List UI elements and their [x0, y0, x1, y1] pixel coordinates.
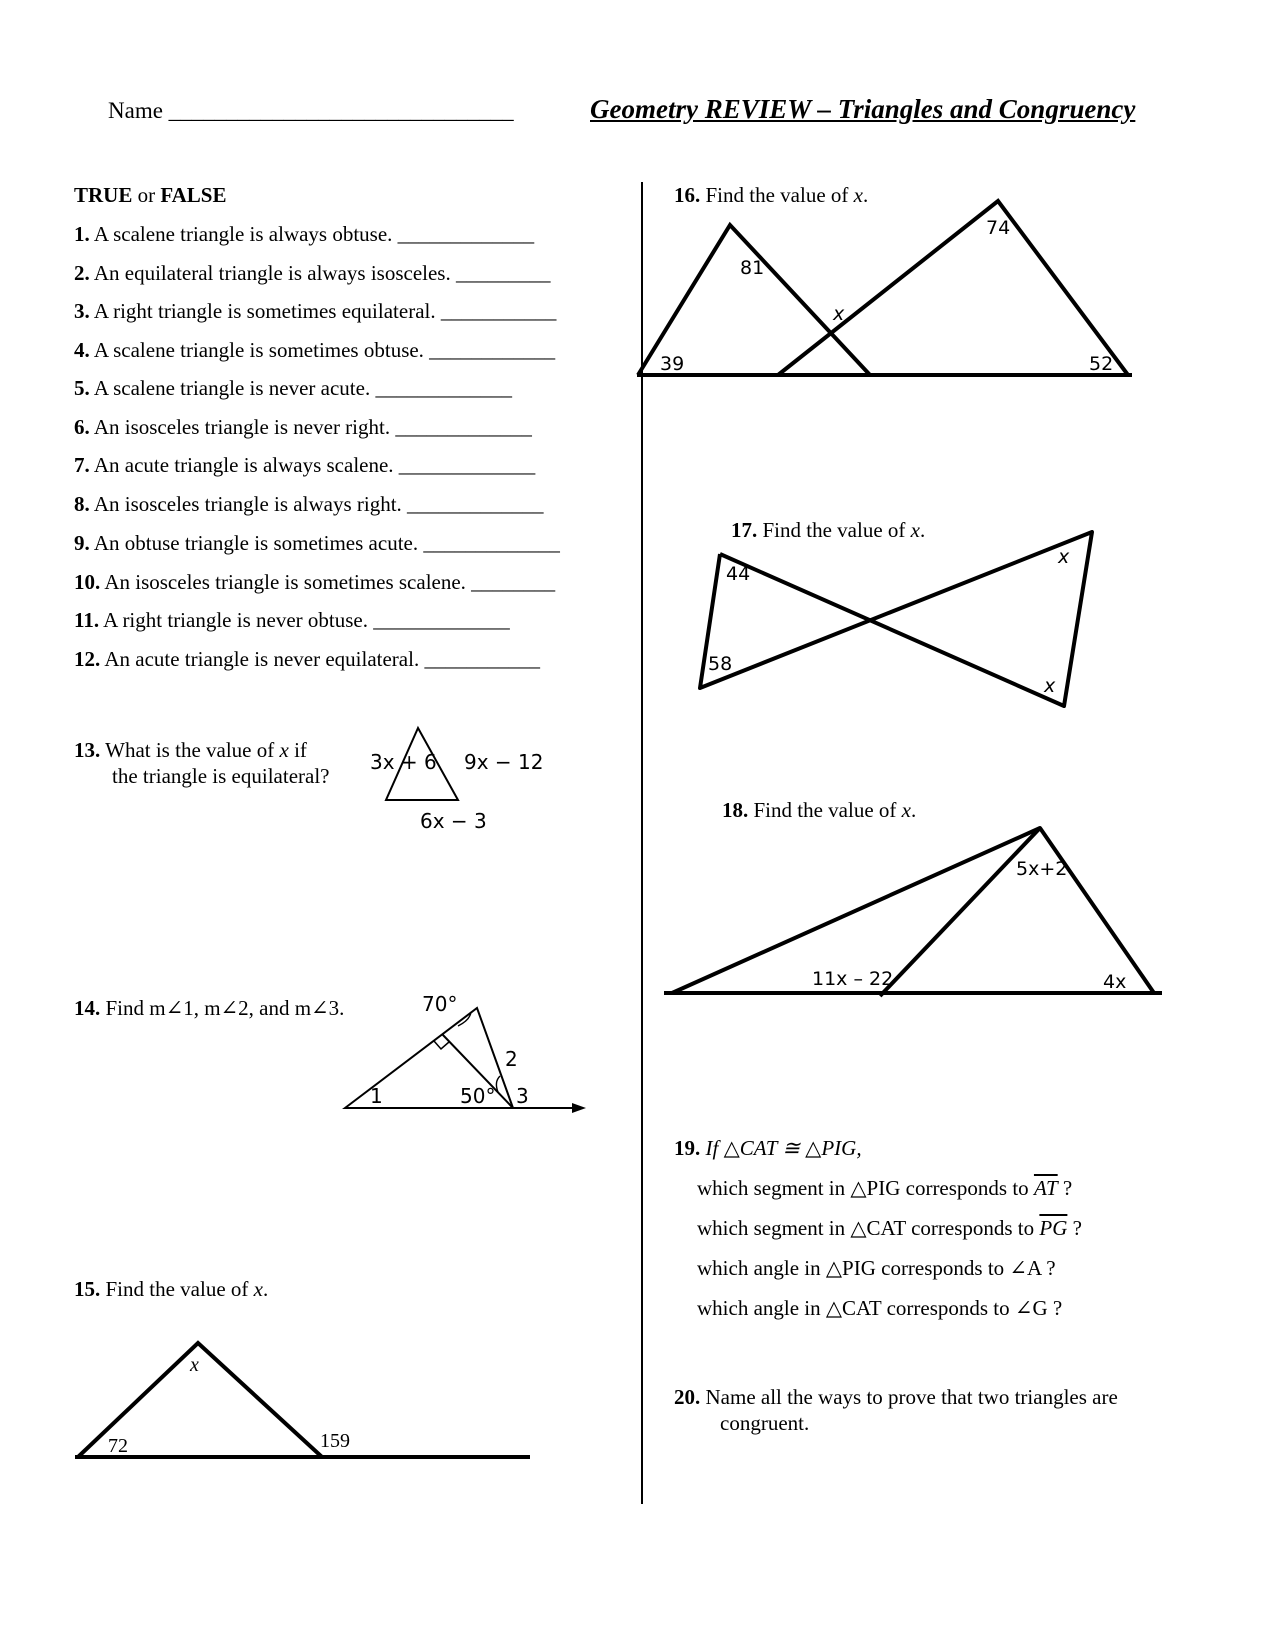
question-number: 20.	[674, 1385, 701, 1409]
q13-label-left: 3x + 6	[370, 750, 437, 774]
tf-item	[74, 415, 532, 440]
item-text: A right triangle is sometimes equilateral. ___________	[89, 299, 557, 323]
q13-line1	[74, 738, 307, 763]
tf-item	[74, 453, 535, 478]
q15-question	[74, 1277, 268, 1302]
q13-text-b: if	[288, 738, 307, 762]
q18-figure	[660, 820, 1170, 1005]
item-text: A scalene triangle is sometimes obtuse. ____________	[89, 338, 556, 362]
q14-question	[74, 996, 344, 1021]
q16-var: x	[853, 183, 863, 207]
q16-label-x: x	[833, 303, 845, 325]
item-text: An isosceles triangle is always right. _____________	[89, 492, 544, 516]
tf-item	[74, 608, 510, 633]
item-number: 3.	[74, 299, 90, 323]
q16-label-74: 74	[986, 217, 1011, 239]
tf-item	[74, 261, 550, 286]
tf-item	[74, 492, 544, 517]
tf-heading-or: or	[132, 183, 161, 207]
page-title: Geometry REVIEW – Triangles and Congruency	[590, 94, 1136, 124]
arrowhead-icon	[572, 1103, 586, 1113]
q17-label-58: 58	[708, 653, 733, 675]
item-text: An isosceles triangle is sometimes scalene. ________	[100, 570, 556, 594]
q17-label-x-top: x	[1058, 546, 1070, 568]
q17-end: .	[919, 518, 926, 542]
q19-line1-text: which segment in △PIG corresponds to	[697, 1176, 1034, 1200]
question-number: 14.	[74, 996, 101, 1020]
question-number: 16.	[674, 183, 701, 207]
q18-end: .	[910, 798, 917, 822]
q13-label-bottom: 6x − 3	[420, 809, 487, 833]
item-number: 6.	[74, 415, 90, 439]
q15-text: Find the value of	[100, 1277, 254, 1301]
q18-cevian	[880, 828, 1040, 996]
question-number: 18.	[722, 798, 749, 822]
q19-line2-end: ?	[1067, 1216, 1082, 1240]
tf-item	[74, 376, 512, 401]
item-number: 9.	[74, 531, 90, 555]
q14-label-70: 70°	[422, 992, 458, 1016]
q19-intro-text: If △CAT ≅ △PIG,	[700, 1136, 862, 1160]
item-number: 11.	[74, 608, 100, 632]
item-text: A scalene triangle is never acute. _____________	[89, 376, 512, 400]
q18-label-top: 5x+2	[1016, 858, 1068, 880]
tf-item	[74, 531, 560, 556]
item-number: 10.	[74, 570, 101, 594]
tf-item	[74, 299, 556, 324]
q15-var: x	[253, 1277, 263, 1301]
q17-text: Find the value of	[757, 518, 911, 542]
item-number: 5.	[74, 376, 90, 400]
question-number: 17.	[731, 518, 758, 542]
q18-text: Find the value of	[748, 798, 902, 822]
q16-label-39: 39	[660, 353, 685, 375]
q14-label-50: 50°	[460, 1084, 496, 1108]
q13-line2: the triangle is equilateral?	[112, 764, 330, 788]
item-number: 7.	[74, 453, 90, 477]
q17-var: x	[910, 518, 920, 542]
q15-triangle-figure	[70, 1325, 540, 1465]
item-number: 1.	[74, 222, 90, 246]
q15-label-x: x	[190, 1354, 199, 1376]
q19-line4: which angle in △CAT corresponds to ∠G ?	[697, 1296, 1063, 1320]
item-number: 4.	[74, 338, 90, 362]
q18-var: x	[901, 798, 911, 822]
item-text: A right triangle is never obtuse. _____________	[99, 608, 510, 632]
q14-label-3: 3	[516, 1084, 529, 1108]
tf-heading-false: FALSE	[160, 183, 227, 207]
q15-end: .	[262, 1277, 269, 1301]
q16-right-triangle	[778, 201, 1128, 375]
tf-item	[74, 570, 555, 595]
question-number: 13.	[74, 738, 101, 762]
q19-line1	[697, 1176, 1072, 1201]
q16-end: .	[862, 183, 869, 207]
q19-intro	[674, 1136, 862, 1161]
item-number: 8.	[74, 492, 90, 516]
q20-text: Name all the ways to prove that two triangles are	[700, 1385, 1118, 1409]
q14-label-2: 2	[505, 1047, 518, 1071]
q19-line1-end: ?	[1057, 1176, 1073, 1200]
q16-figure	[634, 190, 1154, 390]
item-number: 12.	[74, 647, 101, 671]
name-field[interactable]: Name ______________________________	[108, 98, 514, 123]
q13-label-right: 9x − 12	[464, 750, 544, 774]
q13-var: x	[279, 738, 289, 762]
q17-label-x-bottom: x	[1044, 675, 1056, 697]
q18-label-mid: 11x – 22	[812, 968, 894, 990]
q15-label-72: 72	[108, 1435, 128, 1457]
q20-line1	[674, 1385, 1118, 1410]
q14-triangle-figure	[340, 990, 590, 1120]
item-number: 2.	[74, 261, 90, 285]
q16-text: Find the value of	[700, 183, 854, 207]
item-text: An obtuse triangle is sometimes acute. _____________	[89, 531, 560, 555]
q14-arc-2	[496, 1076, 500, 1092]
right-angle-mark	[434, 1041, 449, 1049]
q16-label-81: 81	[740, 257, 765, 279]
q19-line3: which angle in △PIG corresponds to ∠A ?	[697, 1256, 1056, 1280]
q19-line2	[697, 1216, 1082, 1241]
q19-line2-text: which segment in △CAT corresponds to	[697, 1216, 1040, 1240]
item-text: An equilateral triangle is always isosceles. _________	[89, 261, 551, 285]
q18-label-right: 4x	[1103, 971, 1127, 993]
q19-segment-at: $\overline{AT}$	[1033, 1176, 1058, 1200]
tf-heading-true: TRUE	[74, 183, 133, 207]
tf-item	[74, 647, 540, 672]
q17-label-44: 44	[726, 563, 751, 585]
item-text: An acute triangle is never equilateral. ___________	[100, 647, 540, 671]
tf-item	[74, 222, 534, 247]
q15-label-159: 159	[320, 1430, 350, 1452]
question-number: 19.	[674, 1136, 701, 1160]
q13-triangle-figure	[370, 725, 580, 840]
q18-triangle	[672, 828, 1154, 993]
q14-text: Find m∠1, m∠2, and m∠3.	[100, 996, 345, 1020]
item-text: A scalene triangle is always obtuse. _____________	[89, 222, 535, 246]
q13-text: What is the value of	[100, 738, 280, 762]
q17-bowtie	[700, 532, 1092, 706]
tf-item	[74, 338, 555, 363]
q16-label-52: 52	[1089, 353, 1114, 375]
q14-label-1: 1	[370, 1084, 383, 1108]
item-text: An isosceles triangle is never right. _____________	[89, 415, 532, 439]
question-number: 15.	[74, 1277, 101, 1301]
tf-heading	[74, 183, 227, 208]
item-text: An acute triangle is always scalene. _____________	[89, 453, 536, 477]
q19-segment-pg: $\overline{PG}$	[1039, 1216, 1068, 1240]
q17-figure	[690, 530, 1110, 715]
q20-line2: congruent.	[720, 1411, 810, 1435]
